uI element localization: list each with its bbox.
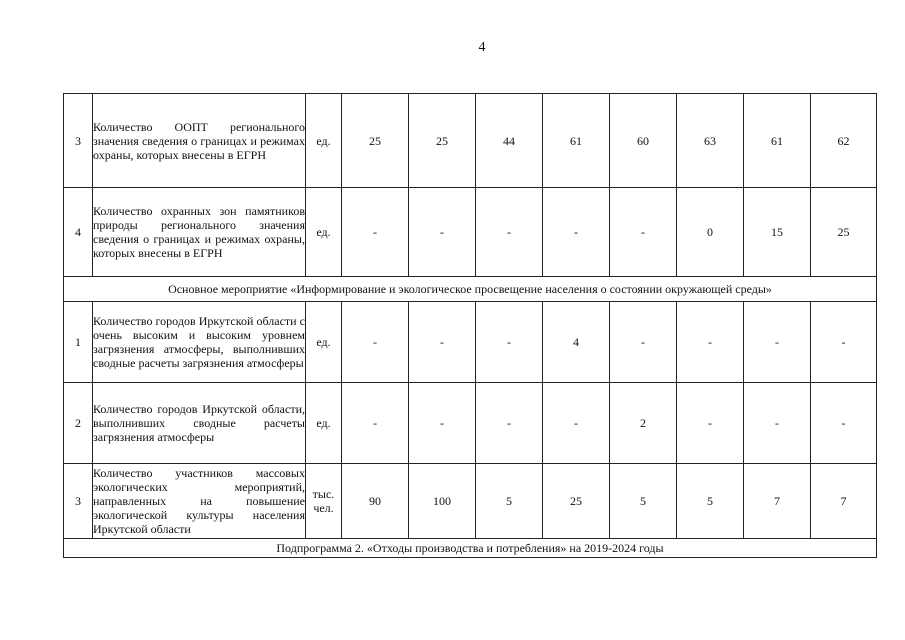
value-cell: - (476, 383, 543, 464)
value-cell: - (409, 302, 476, 383)
value-cell: 25 (811, 188, 877, 277)
unit-cell: ед. (306, 188, 342, 277)
value-cell: 2 (610, 383, 677, 464)
value-cell: - (677, 383, 744, 464)
value-cell: - (610, 188, 677, 277)
value-cell: - (476, 302, 543, 383)
value-cell: 60 (610, 94, 677, 188)
unit-cell: ед. (306, 94, 342, 188)
value-cell: 5 (610, 464, 677, 539)
row-number: 3 (64, 464, 93, 539)
value-cell: 44 (476, 94, 543, 188)
indicator-name: Количество городов Иркутской области с очень высоким и высоким уровнем загрязнения атмосферы, выполнивших сводные расчеты загрязнения атмосферы (93, 302, 306, 383)
value-cell: 62 (811, 94, 877, 188)
value-cell: 100 (409, 464, 476, 539)
value-cell: - (811, 302, 877, 383)
value-cell: 5 (677, 464, 744, 539)
value-cell: - (543, 383, 610, 464)
value-cell: - (677, 302, 744, 383)
table-row (64, 302, 877, 383)
row-number: 4 (64, 188, 93, 277)
value-cell: - (744, 383, 811, 464)
value-cell: - (744, 302, 811, 383)
indicators-table (63, 93, 877, 558)
value-cell: 25 (342, 94, 409, 188)
value-cell: 25 (543, 464, 610, 539)
table-row (64, 383, 877, 464)
section-row (64, 277, 877, 302)
table-row (64, 188, 877, 277)
value-cell: 90 (342, 464, 409, 539)
subprogram-heading: Подпрограмма 2. «Отходы производства и потребления» на 2019-2024 годы (64, 539, 877, 558)
value-cell: - (342, 188, 409, 277)
unit-cell: ед. (306, 302, 342, 383)
value-cell: 63 (677, 94, 744, 188)
indicator-name: Количество участников массовых экологических мероприятий, направленных на повышение экологической культуры населения Иркутской области (93, 464, 306, 539)
value-cell: 15 (744, 188, 811, 277)
value-cell: 5 (476, 464, 543, 539)
section-row (64, 539, 877, 558)
section-heading: Основное мероприятие «Информирование и экологическое просвещение населения о состоянии окружающей среды» (64, 277, 877, 302)
indicator-name: Количество городов Иркутской области, выполнивших сводные расчеты загрязнения атмосферы (93, 383, 306, 464)
value-cell: 4 (543, 302, 610, 383)
unit-cell: ед. (306, 383, 342, 464)
value-cell: - (342, 302, 409, 383)
indicator-name: Количество ООПТ регионального значения сведения о границах и режимах охраны, которых внесены в ЕГРН (93, 94, 306, 188)
value-cell: - (342, 383, 409, 464)
row-number: 1 (64, 302, 93, 383)
table-row (64, 464, 877, 539)
page-number: 4 (478, 40, 486, 55)
value-cell: - (610, 302, 677, 383)
value-cell: - (409, 188, 476, 277)
value-cell: 7 (744, 464, 811, 539)
value-cell: - (476, 188, 543, 277)
value-cell: 25 (409, 94, 476, 188)
value-cell: 61 (543, 94, 610, 188)
value-cell: - (409, 383, 476, 464)
value-cell: - (811, 383, 877, 464)
row-number: 2 (64, 383, 93, 464)
value-cell: 7 (811, 464, 877, 539)
value-cell: - (543, 188, 610, 277)
value-cell: 0 (677, 188, 744, 277)
indicator-name: Количество охранных зон памятников природы регионального значения сведения о границах и режимах охраны, которых внесены в ЕГРН (93, 188, 306, 277)
row-number: 3 (64, 94, 93, 188)
table-row (64, 94, 877, 188)
unit-cell: тыс. чел. (306, 464, 342, 539)
value-cell: 61 (744, 94, 811, 188)
